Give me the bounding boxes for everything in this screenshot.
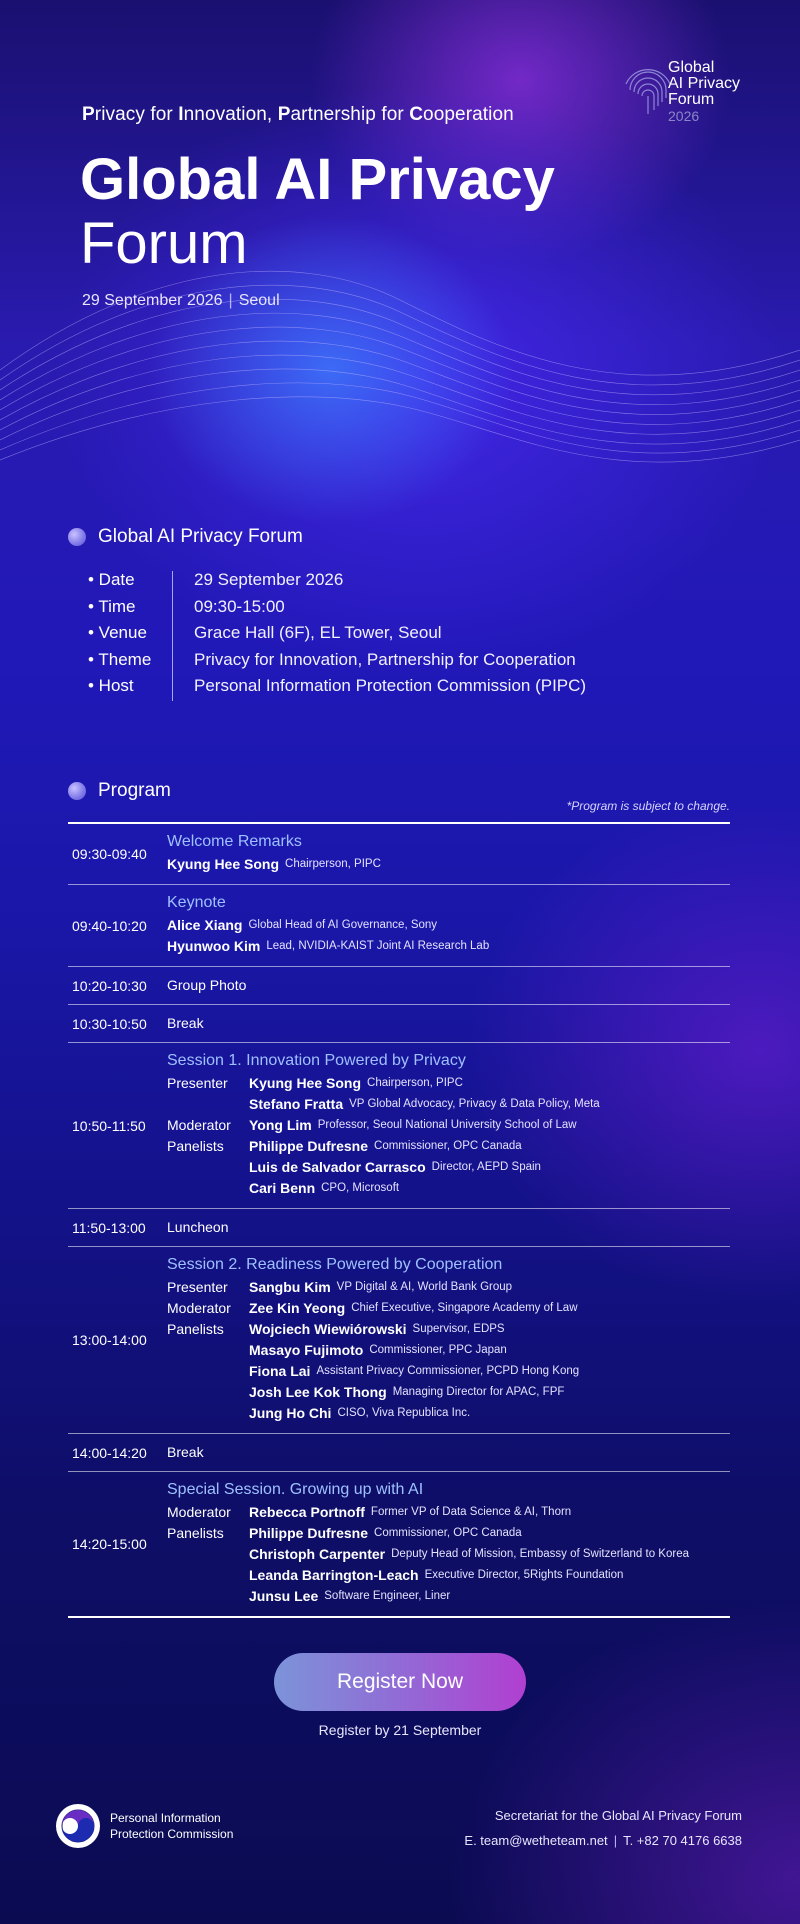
speaker-role bbox=[167, 1403, 249, 1424]
program-row bbox=[68, 1209, 730, 1247]
speaker-name: Yong Lim bbox=[249, 1117, 312, 1133]
program-row bbox=[68, 967, 730, 1005]
speaker-line bbox=[167, 1319, 730, 1340]
program-heading-text: Program bbox=[98, 780, 171, 801]
contact-email[interactable]: E. team@wetheteam.net bbox=[464, 1833, 608, 1848]
program-content bbox=[167, 885, 730, 966]
speaker-name: Jung Ho Chi bbox=[249, 1405, 332, 1421]
speaker-line bbox=[167, 1361, 730, 1382]
speaker-affiliation: Supervisor, EDPS bbox=[412, 1323, 505, 1335]
info-value: 09:30-15:00 bbox=[194, 596, 285, 616]
speaker-name: Philippe Dufresne bbox=[249, 1525, 369, 1541]
speaker-name: Philippe Dufresne bbox=[249, 1138, 369, 1154]
speaker-name: Christoph Carpenter bbox=[249, 1546, 386, 1562]
speaker-name: Rebecca Portnoff bbox=[249, 1504, 365, 1520]
speaker-affiliation: Former VP of Data Science & AI, Thorn bbox=[370, 1506, 572, 1518]
table-bottom-rule bbox=[68, 1616, 730, 1618]
info-key: • Theme bbox=[88, 649, 152, 669]
register-deadline-note: Register by 21 September bbox=[318, 1722, 482, 1738]
program-row bbox=[68, 1005, 730, 1043]
speaker-name: Sangbu Kim bbox=[249, 1279, 331, 1295]
speaker-affiliation: CPO, Microsoft bbox=[321, 1182, 400, 1194]
info-key: • Venue bbox=[88, 623, 147, 643]
speaker-affiliation: Global Head of AI Governance, Sony bbox=[248, 919, 438, 931]
speaker-affiliation: Chief Executive, Singapore Academy of Law bbox=[351, 1302, 578, 1314]
speaker-affiliation: Lead, NVIDIA-KAIST Joint AI Research Lab bbox=[266, 940, 490, 952]
speaker-line bbox=[167, 1157, 730, 1178]
speaker-line bbox=[167, 1277, 730, 1298]
speaker-name: Zee Kin Yeong bbox=[249, 1300, 346, 1316]
speaker-name: Kyung Hee Song bbox=[167, 856, 280, 872]
tagline-initial: P bbox=[82, 104, 95, 125]
speaker-line bbox=[167, 854, 730, 875]
program-item-label: Break bbox=[167, 1015, 204, 1031]
logo-line-1: Global bbox=[668, 59, 715, 76]
speaker-line bbox=[167, 1586, 730, 1607]
speaker-line bbox=[167, 1565, 730, 1586]
divider: | bbox=[613, 1833, 618, 1848]
program-time: 10:30-10:50 bbox=[72, 1015, 147, 1032]
event-city: Seoul bbox=[238, 292, 280, 309]
program-row bbox=[68, 885, 730, 967]
speaker-role bbox=[167, 1382, 249, 1403]
speaker-name: Luis de Salvador Carrasco bbox=[249, 1159, 426, 1175]
speaker-line bbox=[167, 1073, 730, 1094]
session-title: Welcome Remarks bbox=[167, 833, 302, 850]
speaker-name: Alice Xiang bbox=[167, 917, 243, 933]
speaker-name: Josh Lee Kok Thong bbox=[249, 1384, 387, 1400]
event-date: 29 September 2026 bbox=[82, 292, 223, 309]
program-content bbox=[167, 1209, 730, 1246]
tagline-part: rivacy for bbox=[94, 104, 179, 125]
session-title: Special Session. Growing up with AI bbox=[167, 1481, 424, 1498]
footer-contact bbox=[464, 1803, 742, 1853]
title-line-1: Global AI Privacy bbox=[80, 147, 555, 212]
speaker-name: Hyunwoo Kim bbox=[167, 938, 261, 954]
speaker-line bbox=[167, 1298, 730, 1319]
forum-logo bbox=[668, 60, 740, 124]
info-row bbox=[88, 620, 586, 647]
program-time: 10:20-10:30 bbox=[72, 977, 147, 994]
program-table bbox=[68, 822, 730, 1618]
program-content bbox=[167, 1472, 730, 1616]
speaker-affiliation: Software Engineer, Liner bbox=[324, 1590, 451, 1602]
secretariat-label: Secretariat for the Global AI Privacy Forum bbox=[494, 1808, 742, 1823]
speaker-role: Panelists bbox=[167, 1138, 224, 1154]
program-row bbox=[68, 1043, 730, 1209]
speaker-role bbox=[167, 1586, 249, 1607]
info-row bbox=[88, 567, 586, 594]
speaker-line bbox=[167, 936, 730, 957]
speaker-line bbox=[167, 1502, 730, 1523]
info-section-heading bbox=[68, 526, 303, 548]
info-value: Personal Information Protection Commission (PIPC) bbox=[194, 676, 587, 696]
program-time: 10:50-11:50 bbox=[72, 1117, 146, 1134]
title-line-2: Forum bbox=[80, 211, 248, 276]
speaker-role: Moderator bbox=[167, 1117, 231, 1133]
speaker-line bbox=[167, 1115, 730, 1136]
speaker-role: Moderator bbox=[167, 1504, 231, 1520]
speaker-role bbox=[167, 1178, 249, 1199]
tagline-initial: C bbox=[409, 104, 424, 125]
speaker-role bbox=[167, 1565, 249, 1586]
speaker-affiliation: Chairperson, PIPC bbox=[285, 858, 381, 870]
program-item-label: Luncheon bbox=[167, 1219, 229, 1235]
info-row bbox=[88, 647, 586, 674]
speaker-name: Junsu Lee bbox=[249, 1588, 319, 1604]
divider: | bbox=[228, 292, 233, 309]
logo-line-2: AI Privacy bbox=[668, 75, 741, 92]
speaker-role bbox=[167, 1157, 249, 1178]
speaker-affiliation: Commissioner, OPC Canada bbox=[374, 1527, 522, 1539]
speaker-role: Panelists bbox=[167, 1321, 224, 1337]
speaker-line bbox=[167, 1178, 730, 1199]
program-content bbox=[167, 1247, 730, 1433]
event-dateline bbox=[82, 292, 280, 310]
program-row bbox=[68, 1472, 730, 1616]
speaker-line bbox=[167, 1382, 730, 1403]
info-key: • Host bbox=[88, 676, 134, 696]
speaker-affiliation: VP Global Advocacy, Privacy & Data Policy, Meta bbox=[349, 1098, 600, 1110]
pipc-emblem-icon bbox=[56, 1804, 100, 1848]
program-time: 13:00-14:00 bbox=[72, 1332, 147, 1348]
speaker-name: Kyung Hee Song bbox=[249, 1075, 362, 1091]
program-time: 09:40-10:20 bbox=[72, 917, 147, 934]
event-info-list bbox=[88, 567, 586, 700]
program-time: 14:20-15:00 bbox=[72, 1536, 147, 1552]
contact-line bbox=[464, 1828, 742, 1853]
info-value: Grace Hall (6F), EL Tower, Seoul bbox=[194, 623, 442, 643]
program-content bbox=[167, 967, 730, 1004]
session-title: Session 1. Innovation Powered by Privacy bbox=[167, 1052, 466, 1069]
program-time: 14:00-14:20 bbox=[72, 1444, 147, 1461]
program-item-label: Break bbox=[167, 1444, 204, 1460]
speaker-name: Wojciech Wiewiórowski bbox=[249, 1321, 407, 1337]
speaker-line bbox=[167, 1340, 730, 1361]
speaker-affiliation: Executive Director, 5Rights Foundation bbox=[424, 1569, 624, 1581]
pipc-name-line-2: Protection Commission bbox=[110, 1827, 234, 1841]
speaker-name: Stefano Fratta bbox=[249, 1096, 344, 1112]
speaker-line bbox=[167, 1094, 730, 1115]
info-row bbox=[88, 673, 586, 700]
logo-year: 2026 bbox=[668, 108, 700, 124]
tagline bbox=[82, 104, 514, 126]
program-row bbox=[68, 1434, 730, 1472]
speaker-role: Presenter bbox=[167, 1075, 228, 1091]
info-heading-text: Global AI Privacy Forum bbox=[98, 526, 303, 547]
speaker-affiliation: CISO, Viva Republica Inc. bbox=[337, 1407, 471, 1419]
program-content bbox=[167, 1005, 730, 1042]
speaker-line bbox=[167, 1403, 730, 1424]
wave-lines-decoration bbox=[0, 230, 800, 560]
speaker-role bbox=[167, 1544, 249, 1565]
info-value: 29 September 2026 bbox=[194, 570, 344, 590]
speaker-name: Fiona Lai bbox=[249, 1363, 311, 1379]
program-time: 09:30-09:40 bbox=[72, 846, 147, 862]
program-note: *Program is subject to change. bbox=[566, 799, 730, 813]
tagline-part: nnovation, bbox=[183, 104, 278, 125]
tagline-initial: I bbox=[178, 104, 184, 125]
speaker-name: Cari Benn bbox=[249, 1180, 316, 1196]
pipc-name-line-1: Personal Information bbox=[110, 1811, 221, 1825]
speaker-name: Masayo Fujimoto bbox=[249, 1342, 364, 1358]
speaker-affiliation: VP Digital & AI, World Bank Group bbox=[336, 1281, 513, 1293]
speaker-affiliation: Commissioner, PPC Japan bbox=[369, 1344, 507, 1356]
speaker-line bbox=[167, 1544, 730, 1565]
program-row bbox=[68, 824, 730, 885]
tagline-part: artnership for bbox=[290, 104, 410, 125]
program-content bbox=[167, 824, 730, 884]
speaker-affiliation: Commissioner, OPC Canada bbox=[374, 1140, 522, 1152]
speaker-name: Leanda Barrington-Leach bbox=[249, 1567, 419, 1583]
bullet-orb-icon bbox=[68, 528, 86, 546]
speaker-role: Panelists bbox=[167, 1525, 224, 1541]
session-title: Keynote bbox=[167, 894, 226, 911]
speaker-role: Moderator bbox=[167, 1300, 231, 1316]
program-row bbox=[68, 1247, 730, 1434]
tagline-part: ooperation bbox=[423, 104, 514, 125]
speaker-affiliation: Professor, Seoul National University School of Law bbox=[317, 1119, 577, 1131]
info-key: • Time bbox=[88, 596, 136, 616]
page-title bbox=[80, 148, 555, 276]
taeguk-icon bbox=[60, 1808, 96, 1844]
speaker-role bbox=[167, 1340, 249, 1361]
bullet-orb-icon bbox=[68, 782, 86, 800]
program-item-label: Group Photo bbox=[167, 977, 247, 993]
program-content bbox=[167, 1434, 730, 1471]
logo-line-3: Forum bbox=[668, 91, 715, 108]
program-content bbox=[167, 1043, 730, 1208]
speaker-line bbox=[167, 1136, 730, 1157]
speaker-affiliation: Managing Director for APAC, FPF bbox=[392, 1386, 565, 1398]
session-title: Session 2. Readiness Powered by Cooperation bbox=[167, 1256, 503, 1273]
info-value: Privacy for Innovation, Partnership for Cooperation bbox=[194, 649, 576, 669]
speaker-affiliation: Director, AEPD Spain bbox=[431, 1161, 541, 1173]
program-rows bbox=[68, 824, 730, 1616]
speaker-affiliation: Assistant Privacy Commissioner, PCPD Hong Kong bbox=[316, 1365, 580, 1377]
pipc-name bbox=[110, 1810, 233, 1842]
program-time: 11:50-13:00 bbox=[72, 1219, 146, 1236]
info-divider-line bbox=[172, 571, 173, 701]
speaker-line bbox=[167, 1523, 730, 1544]
info-key: • Date bbox=[88, 570, 135, 590]
program-section-heading bbox=[68, 780, 171, 802]
tagline-initial: P bbox=[277, 104, 291, 125]
register-now-button[interactable]: Register Now bbox=[274, 1653, 526, 1711]
speaker-affiliation: Chairperson, PIPC bbox=[367, 1077, 463, 1089]
speaker-role bbox=[167, 1094, 249, 1115]
info-row bbox=[88, 594, 586, 621]
contact-phone[interactable]: T. +82 70 4176 6638 bbox=[623, 1833, 742, 1848]
speaker-line bbox=[167, 915, 730, 936]
speaker-role: Presenter bbox=[167, 1279, 228, 1295]
speaker-role bbox=[167, 1361, 249, 1382]
speaker-affiliation: Deputy Head of Mission, Embassy of Switzerland to Korea bbox=[391, 1548, 689, 1560]
